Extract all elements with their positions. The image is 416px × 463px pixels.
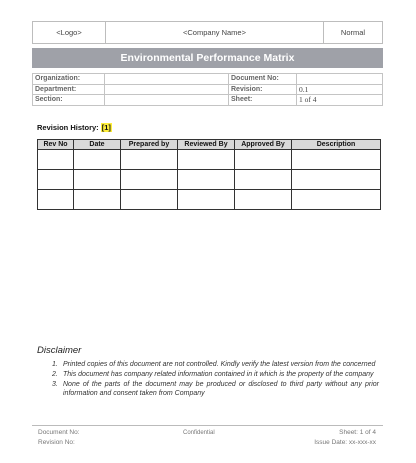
revision-history-label: Revision History: bbox=[37, 123, 101, 132]
table-cell[interactable] bbox=[121, 190, 178, 210]
revision-history-table bbox=[37, 139, 381, 210]
revision-table-header-row bbox=[38, 140, 381, 150]
table-cell[interactable] bbox=[292, 190, 381, 210]
column-header-reviewed-by: Reviewed By bbox=[178, 140, 235, 150]
column-header-approved-by: Approved By bbox=[235, 140, 292, 150]
department-value[interactable] bbox=[105, 84, 229, 95]
revision-label: Revision: bbox=[229, 84, 297, 95]
document-no-value[interactable] bbox=[297, 74, 383, 85]
disclaimer-item: 3. None of the parts of the document may be produced or disclosed to third party without any prior information and consent taken from Company bbox=[52, 381, 379, 397]
revision-history-reference[interactable]: [1] bbox=[101, 123, 111, 132]
column-header-prepared-by: Prepared by bbox=[121, 140, 178, 150]
table-cell[interactable] bbox=[74, 150, 121, 170]
table-cell[interactable] bbox=[178, 150, 235, 170]
table-cell[interactable] bbox=[74, 190, 121, 210]
table-row bbox=[38, 190, 381, 210]
column-header-rev-no: Rev No bbox=[38, 140, 74, 150]
sheet-value[interactable]: 1 of 4 bbox=[297, 95, 383, 106]
column-header-description: Description bbox=[292, 140, 381, 150]
table-row bbox=[38, 150, 381, 170]
document-no-label: Document No: bbox=[229, 74, 297, 85]
classification-label: Normal bbox=[324, 22, 383, 44]
footer-issue-date: Issue Date: xx-xxx-xx bbox=[314, 439, 376, 446]
footer-confidential: Confidential bbox=[183, 430, 215, 436]
document-header bbox=[32, 21, 383, 44]
table-cell[interactable] bbox=[235, 170, 292, 190]
organization-value[interactable] bbox=[105, 74, 229, 85]
table-cell[interactable] bbox=[178, 190, 235, 210]
footer-revision-no: Revision No: bbox=[38, 439, 75, 446]
table-cell[interactable] bbox=[292, 170, 381, 190]
table-cell[interactable] bbox=[235, 150, 292, 170]
document-info-table bbox=[32, 73, 383, 106]
footer-sheet: Sheet: 1 of 4 bbox=[339, 429, 376, 436]
document-title: Environmental Performance Matrix bbox=[32, 48, 383, 68]
section-value[interactable] bbox=[105, 95, 229, 106]
department-label: Department: bbox=[33, 84, 105, 95]
table-cell[interactable] bbox=[74, 170, 121, 190]
footer-document-no: Document No: bbox=[38, 429, 80, 436]
table-cell[interactable] bbox=[292, 150, 381, 170]
revision-value[interactable]: 0.1 bbox=[297, 84, 383, 95]
table-cell[interactable] bbox=[38, 150, 74, 170]
table-row bbox=[38, 170, 381, 190]
column-header-date: Date bbox=[74, 140, 121, 150]
disclaimer-item: 2. This document has company related information contained in it which is the property of the company bbox=[52, 371, 374, 378]
disclaimer-item: 1. Printed copies of this document are not controlled. Kindly verify the latest version from the concerned bbox=[52, 361, 376, 368]
revision-history-title bbox=[37, 123, 112, 132]
table-cell[interactable] bbox=[121, 150, 178, 170]
company-name: <Company Name> bbox=[106, 22, 324, 44]
table-cell[interactable] bbox=[235, 190, 292, 210]
table-cell[interactable] bbox=[178, 170, 235, 190]
table-cell[interactable] bbox=[38, 190, 74, 210]
table-cell[interactable] bbox=[38, 170, 74, 190]
footer-divider bbox=[32, 425, 383, 426]
sheet-label: Sheet: bbox=[229, 95, 297, 106]
organization-label: Organization: bbox=[33, 74, 105, 85]
section-label: Section: bbox=[33, 95, 105, 106]
logo-placeholder: <Logo> bbox=[33, 22, 106, 44]
table-cell[interactable] bbox=[121, 170, 178, 190]
disclaimer-title: Disclaimer bbox=[37, 345, 82, 356]
disclaimer-list bbox=[52, 360, 379, 399]
